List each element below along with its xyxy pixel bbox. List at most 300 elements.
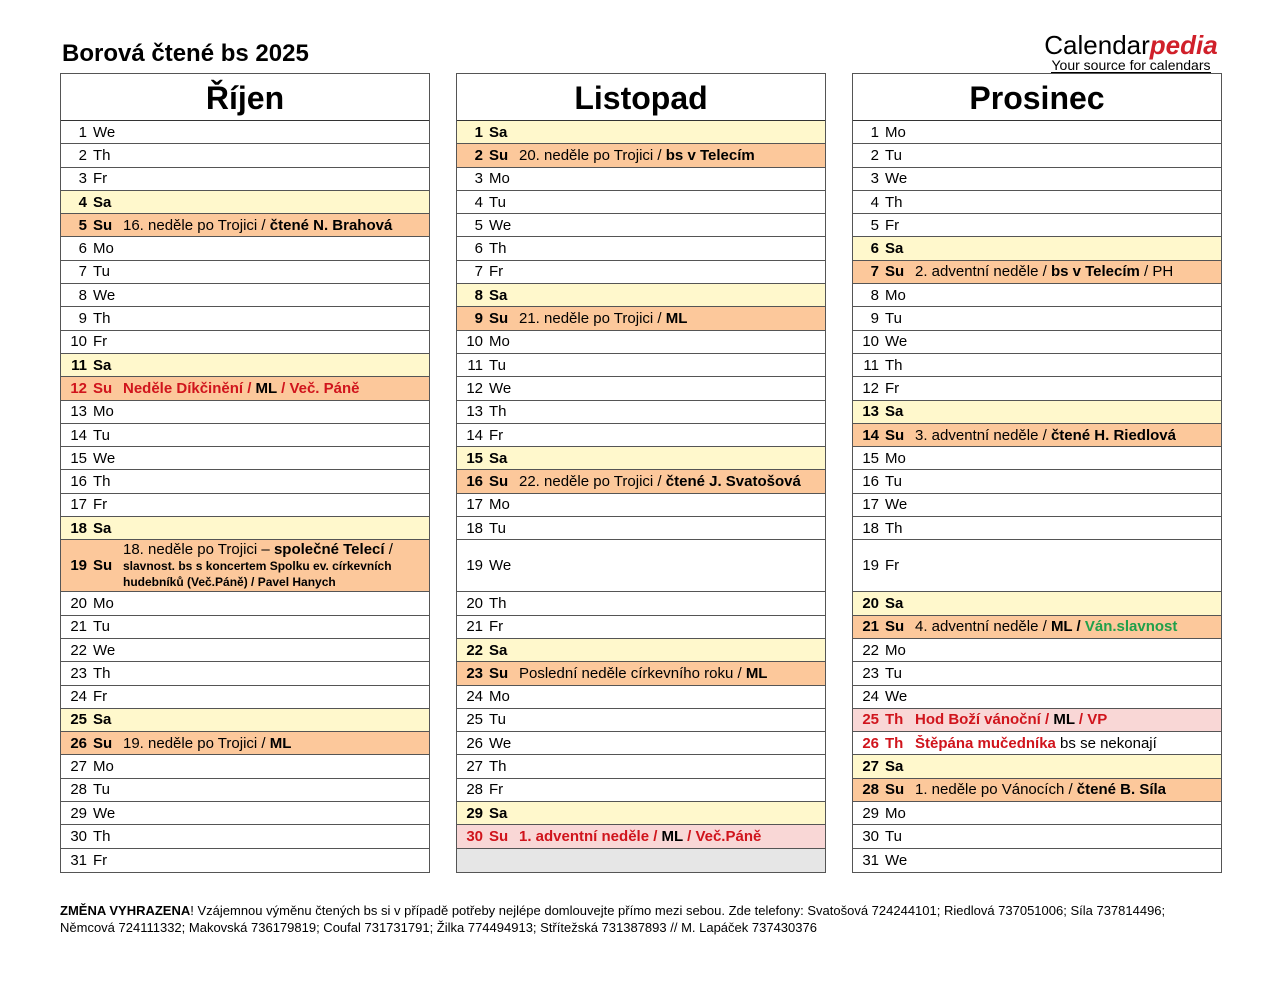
- day-of-week: Fr: [489, 781, 504, 799]
- day-of-week: Mo: [489, 333, 510, 351]
- day-of-week: Su: [489, 664, 509, 682]
- day-row: [61, 779, 429, 802]
- day-number: 18: [70, 519, 87, 537]
- day-row: [61, 377, 429, 400]
- day-of-week: Sa: [489, 286, 508, 304]
- day-row: [61, 825, 429, 848]
- day-number: 24: [466, 688, 483, 706]
- day-of-week: Mo: [885, 449, 906, 467]
- day-row: [61, 307, 429, 330]
- day-of-week: Su: [885, 426, 905, 444]
- event-text: [519, 828, 825, 845]
- day-number: 21: [466, 618, 483, 636]
- day-row: [853, 307, 1221, 330]
- day-number: 28: [70, 781, 87, 799]
- day-row: [457, 121, 825, 144]
- day-number: 31: [70, 851, 87, 869]
- day-row: [853, 447, 1221, 470]
- day-of-week: We: [885, 851, 908, 869]
- day-number: 3: [78, 170, 87, 188]
- day-row: [853, 825, 1221, 848]
- day-of-week: Tu: [93, 263, 110, 281]
- day-number: 14: [862, 426, 879, 444]
- day-number: 24: [70, 688, 87, 706]
- day-number: 5: [78, 216, 87, 234]
- day-row: [853, 639, 1221, 662]
- day-of-week: Mo: [489, 496, 510, 514]
- day-row: [61, 540, 429, 592]
- day-row: [457, 144, 825, 167]
- day-of-week: Su: [489, 146, 509, 164]
- day-row: [853, 144, 1221, 167]
- day-number: 20: [862, 594, 879, 612]
- day-number: 7: [474, 263, 483, 281]
- day-row: [61, 709, 429, 732]
- event-segment: /: [1072, 618, 1085, 636]
- day-row: [61, 849, 429, 872]
- day-row: [853, 849, 1221, 872]
- day-row: [457, 662, 825, 685]
- day-number: 26: [862, 734, 879, 752]
- day-of-week: Mo: [489, 688, 510, 706]
- event-text: [123, 217, 429, 234]
- day-of-week: Su: [93, 557, 113, 575]
- day-row: [457, 401, 825, 424]
- day-number: 12: [466, 379, 483, 397]
- day-number: 8: [474, 286, 483, 304]
- day-number: 1: [78, 123, 87, 141]
- day-of-week: Sa: [489, 641, 508, 659]
- day-number: 12: [70, 379, 87, 397]
- logo-text: Calendar: [1044, 30, 1150, 60]
- event-segment: 22. neděle po Trojici /: [519, 473, 666, 491]
- day-number: 19: [466, 557, 483, 575]
- day-of-week: Mo: [93, 758, 114, 776]
- day-number: 27: [862, 758, 879, 776]
- event-segment: 20. neděle po Trojici /: [519, 146, 666, 164]
- day-row: [853, 779, 1221, 802]
- event-segment: ML: [745, 664, 768, 682]
- event-segment: ML: [269, 734, 292, 752]
- day-number: 6: [474, 240, 483, 258]
- day-of-week: Sa: [93, 519, 112, 537]
- event-text: [123, 380, 429, 397]
- day-number: 9: [474, 310, 483, 328]
- day-number: 27: [70, 758, 87, 776]
- day-of-week: Tu: [489, 711, 506, 729]
- day-number: 24: [862, 688, 879, 706]
- day-number: 6: [78, 240, 87, 258]
- day-of-week: Fr: [489, 263, 504, 281]
- day-number: 14: [70, 426, 87, 444]
- day-row: [457, 639, 825, 662]
- day-number: 8: [78, 286, 87, 304]
- day-of-week: Tu: [93, 618, 110, 636]
- day-number: 17: [466, 496, 483, 514]
- event-segment: Ván.slavnost: [1084, 618, 1178, 636]
- day-of-week: Th: [93, 146, 111, 164]
- month-title: Prosinec: [853, 74, 1221, 121]
- day-number: 6: [870, 240, 879, 258]
- day-of-week: Tu: [885, 146, 902, 164]
- event-segment: společné Telecí: [273, 541, 385, 558]
- day-of-week: Sa: [489, 123, 508, 141]
- day-row: [457, 214, 825, 237]
- event-segment: ML: [1053, 711, 1075, 729]
- day-number: 27: [466, 758, 483, 776]
- day-of-week: We: [885, 688, 908, 706]
- event-segment: / Več. Páně: [276, 379, 360, 397]
- day-of-week: Tu: [885, 310, 902, 328]
- day-of-week: Th: [885, 711, 904, 729]
- day-row: [61, 284, 429, 307]
- day-row: [853, 517, 1221, 540]
- day-of-week: We: [93, 123, 116, 141]
- day-row: [457, 709, 825, 732]
- day-of-week: Sa: [93, 193, 112, 211]
- event-segment: ML: [1050, 618, 1073, 636]
- event-segment: 1. adventní neděle /: [519, 827, 662, 845]
- day-of-week: Th: [93, 664, 111, 682]
- day-row: [61, 686, 429, 709]
- day-number: 16: [70, 473, 87, 491]
- day-row: [61, 517, 429, 540]
- day-row: [457, 354, 825, 377]
- day-of-week: We: [93, 449, 116, 467]
- day-number: 7: [870, 263, 879, 281]
- event-segment: ML: [661, 827, 683, 845]
- day-row: [457, 686, 825, 709]
- day-row: [457, 849, 825, 872]
- event-text: [519, 310, 825, 327]
- day-row: [457, 779, 825, 802]
- day-row: [853, 494, 1221, 517]
- day-row: [853, 237, 1221, 260]
- day-row: [61, 639, 429, 662]
- day-of-week: Su: [885, 263, 905, 281]
- day-number: 25: [466, 711, 483, 729]
- day-row: [61, 662, 429, 685]
- day-number: 4: [78, 193, 87, 211]
- day-row: [457, 447, 825, 470]
- day-number: 7: [78, 263, 87, 281]
- day-row: [61, 494, 429, 517]
- day-of-week: Th: [885, 519, 903, 537]
- day-number: 1: [474, 123, 483, 141]
- event-segment: 18. neděle po Trojici –: [123, 541, 274, 558]
- day-of-week: Th: [489, 240, 507, 258]
- event-text: [915, 735, 1221, 752]
- event-segment: 19. neděle po Trojici /: [123, 734, 270, 752]
- day-number: 4: [870, 193, 879, 211]
- event-segment: čtené J. Svatošová: [665, 473, 801, 491]
- day-of-week: Su: [93, 379, 113, 397]
- day-number: 14: [466, 426, 483, 444]
- day-row: [61, 331, 429, 354]
- day-row: [853, 424, 1221, 447]
- day-of-week: Th: [489, 758, 507, 776]
- event-segment: Štěpána mučedníka: [915, 734, 1056, 752]
- day-of-week: Th: [885, 193, 903, 211]
- day-row: [853, 331, 1221, 354]
- day-row: [853, 662, 1221, 685]
- day-of-week: Su: [489, 827, 509, 845]
- day-number: 10: [70, 333, 87, 351]
- day-number: 25: [70, 711, 87, 729]
- day-number: 13: [862, 403, 879, 421]
- day-number: 5: [474, 216, 483, 234]
- day-of-week: We: [93, 286, 116, 304]
- day-row: [61, 470, 429, 493]
- day-row: [457, 307, 825, 330]
- event-segment: / Več.Páně: [682, 827, 762, 845]
- day-number: 17: [70, 496, 87, 514]
- day-row: [853, 214, 1221, 237]
- day-of-week: We: [885, 333, 908, 351]
- day-of-week: Tu: [489, 356, 506, 374]
- day-row: [457, 755, 825, 778]
- day-row: [61, 401, 429, 424]
- day-row: [457, 494, 825, 517]
- day-number: 16: [862, 473, 879, 491]
- page-title: Borová čtené bs 2025: [62, 40, 309, 67]
- day-of-week: Fr: [885, 216, 900, 234]
- event-segment: čtené B. Síla: [1076, 781, 1166, 799]
- day-number: 1: [870, 123, 879, 141]
- day-of-week: Mo: [885, 286, 906, 304]
- day-number: 25: [862, 711, 879, 729]
- day-number: 28: [466, 781, 483, 799]
- day-of-week: Su: [885, 618, 905, 636]
- event-segment: čtené N. Brahová: [269, 216, 393, 234]
- day-of-week: Tu: [885, 664, 902, 682]
- day-number: 29: [862, 804, 879, 822]
- day-of-week: We: [489, 557, 512, 575]
- day-of-week: Th: [93, 310, 111, 328]
- day-of-week: Sa: [489, 449, 508, 467]
- day-number: 30: [70, 827, 87, 845]
- footer-warning: ZMĚNA VYHRAZENA: [60, 903, 191, 918]
- logo-tagline: Your source for calendars: [1051, 57, 1211, 73]
- day-number: 31: [862, 851, 879, 869]
- day-row: [457, 191, 825, 214]
- day-of-week: Su: [489, 473, 509, 491]
- day-row: [853, 284, 1221, 307]
- event-segment: /: [384, 541, 393, 558]
- month-title: Říjen: [61, 74, 429, 121]
- day-of-week: Th: [885, 356, 903, 374]
- event-segment: Neděle Díkčinění /: [123, 379, 256, 397]
- day-row: [853, 592, 1221, 615]
- day-row: [853, 755, 1221, 778]
- day-row: [61, 616, 429, 639]
- day-number: 18: [466, 519, 483, 537]
- day-of-week: Su: [489, 310, 509, 328]
- day-of-week: We: [489, 734, 512, 752]
- day-number: 3: [474, 170, 483, 188]
- day-of-week: We: [885, 496, 908, 514]
- day-of-week: Fr: [885, 557, 900, 575]
- event-text: [915, 618, 1221, 635]
- day-number: 29: [70, 804, 87, 822]
- day-of-week: Fr: [885, 379, 900, 397]
- day-row: [61, 447, 429, 470]
- day-of-week: Sa: [885, 758, 904, 776]
- day-number: 19: [70, 557, 87, 575]
- day-number: 15: [466, 449, 483, 467]
- day-row: [457, 331, 825, 354]
- day-row: [61, 237, 429, 260]
- day-number: 28: [862, 781, 879, 799]
- day-of-week: We: [885, 170, 908, 188]
- day-of-week: Th: [489, 403, 507, 421]
- day-of-week: Fr: [489, 618, 504, 636]
- event-segment: 1. neděle po Vánocích /: [915, 781, 1077, 799]
- event-segment: Poslední neděle církevního roku /: [519, 664, 746, 682]
- logo-accent: pedia: [1149, 30, 1218, 60]
- day-of-week: Mo: [93, 403, 114, 421]
- day-row: [853, 261, 1221, 284]
- footer-note: [60, 902, 1220, 936]
- day-number: 26: [70, 734, 87, 752]
- day-number: 11: [863, 356, 879, 374]
- day-row: [853, 354, 1221, 377]
- day-row: [61, 168, 429, 191]
- day-number: 5: [870, 216, 879, 234]
- day-of-week: Sa: [885, 240, 904, 258]
- day-row: [853, 121, 1221, 144]
- day-number: 8: [870, 286, 879, 304]
- day-row: [853, 686, 1221, 709]
- day-number: 10: [466, 333, 483, 351]
- day-of-week: Th: [93, 473, 111, 491]
- calendarpedia-logo[interactable]: [1043, 32, 1219, 74]
- month-october: [60, 73, 430, 873]
- day-number: 22: [466, 641, 483, 659]
- day-of-week: Su: [885, 781, 905, 799]
- event-segment: 2. adventní neděle /: [915, 263, 1051, 281]
- day-of-week: Tu: [489, 519, 506, 537]
- event-text: [123, 542, 429, 590]
- day-row: [61, 755, 429, 778]
- month-december: [852, 73, 1222, 873]
- event-segment: 3. adventní neděle /: [915, 426, 1051, 444]
- day-row: [61, 121, 429, 144]
- day-number: 30: [466, 827, 483, 845]
- event-segment: bs v Telecím: [1050, 263, 1140, 281]
- event-segment: bs v Telecím: [665, 146, 755, 164]
- day-row: [457, 470, 825, 493]
- day-number: 2: [474, 146, 483, 164]
- day-row: [457, 732, 825, 755]
- day-row: [457, 237, 825, 260]
- day-row: [457, 616, 825, 639]
- day-number: 12: [862, 379, 879, 397]
- day-number: 20: [70, 594, 87, 612]
- day-number: 26: [466, 734, 483, 752]
- event-text: [915, 711, 1221, 728]
- day-of-week: Tu: [93, 426, 110, 444]
- day-of-week: Mo: [885, 123, 906, 141]
- day-number: 21: [70, 618, 87, 636]
- event-text: [915, 263, 1221, 280]
- day-of-week: We: [93, 641, 116, 659]
- day-row: [853, 401, 1221, 424]
- day-of-week: We: [489, 216, 512, 234]
- day-of-week: Th: [489, 594, 507, 612]
- day-row: [61, 261, 429, 284]
- day-of-week: Fr: [93, 496, 108, 514]
- day-number: 9: [78, 310, 87, 328]
- day-of-week: Tu: [885, 473, 902, 491]
- month-title: Listopad: [457, 74, 825, 121]
- day-row: [457, 377, 825, 400]
- event-segment: 16. neděle po Trojici /: [123, 216, 270, 234]
- day-of-week: Mo: [885, 641, 906, 659]
- day-row: [457, 424, 825, 447]
- day-row: [61, 592, 429, 615]
- day-of-week: Sa: [93, 711, 112, 729]
- day-number: 9: [870, 310, 879, 328]
- day-of-week: Fr: [93, 688, 108, 706]
- day-row: [457, 261, 825, 284]
- event-segment: / VP: [1074, 711, 1108, 729]
- day-row: [457, 540, 825, 592]
- day-of-week: Sa: [885, 403, 904, 421]
- day-row: [457, 592, 825, 615]
- day-number: 10: [862, 333, 879, 351]
- event-text: [915, 781, 1221, 798]
- day-row: [457, 284, 825, 307]
- day-row: [853, 616, 1221, 639]
- day-number: 13: [466, 403, 483, 421]
- day-number: 11: [71, 356, 87, 374]
- day-of-week: Mo: [93, 594, 114, 612]
- day-of-week: We: [489, 379, 512, 397]
- day-row: [457, 517, 825, 540]
- day-number: 11: [467, 356, 483, 374]
- day-of-week: Th: [885, 734, 904, 752]
- day-number: 15: [862, 449, 879, 467]
- event-segment: 4. adventní neděle /: [915, 618, 1051, 636]
- day-row: [61, 354, 429, 377]
- day-row: [61, 732, 429, 755]
- day-number: 2: [870, 146, 879, 164]
- day-number: 20: [466, 594, 483, 612]
- day-of-week: Mo: [93, 240, 114, 258]
- day-row: [853, 470, 1221, 493]
- event-text: [915, 427, 1221, 444]
- day-row: [853, 802, 1221, 825]
- day-of-week: Sa: [885, 594, 904, 612]
- day-row: [61, 191, 429, 214]
- day-of-week: Tu: [489, 193, 506, 211]
- day-number: 13: [70, 403, 87, 421]
- day-row: [457, 802, 825, 825]
- day-row: [61, 424, 429, 447]
- day-number: 22: [862, 641, 879, 659]
- day-row: [853, 168, 1221, 191]
- event-text: [519, 665, 825, 682]
- day-row: [61, 802, 429, 825]
- event-segment: čtené H. Riedlová: [1050, 426, 1176, 444]
- day-of-week: Su: [93, 734, 113, 752]
- event-segment: slavnost. bs s koncertem Spolku ev. církevních hudebníků (Več.Páně) / Pavel Hanych: [123, 558, 392, 589]
- day-of-week: We: [93, 804, 116, 822]
- day-number: 17: [862, 496, 879, 514]
- day-number: 23: [70, 664, 87, 682]
- event-segment: / PH: [1139, 263, 1174, 281]
